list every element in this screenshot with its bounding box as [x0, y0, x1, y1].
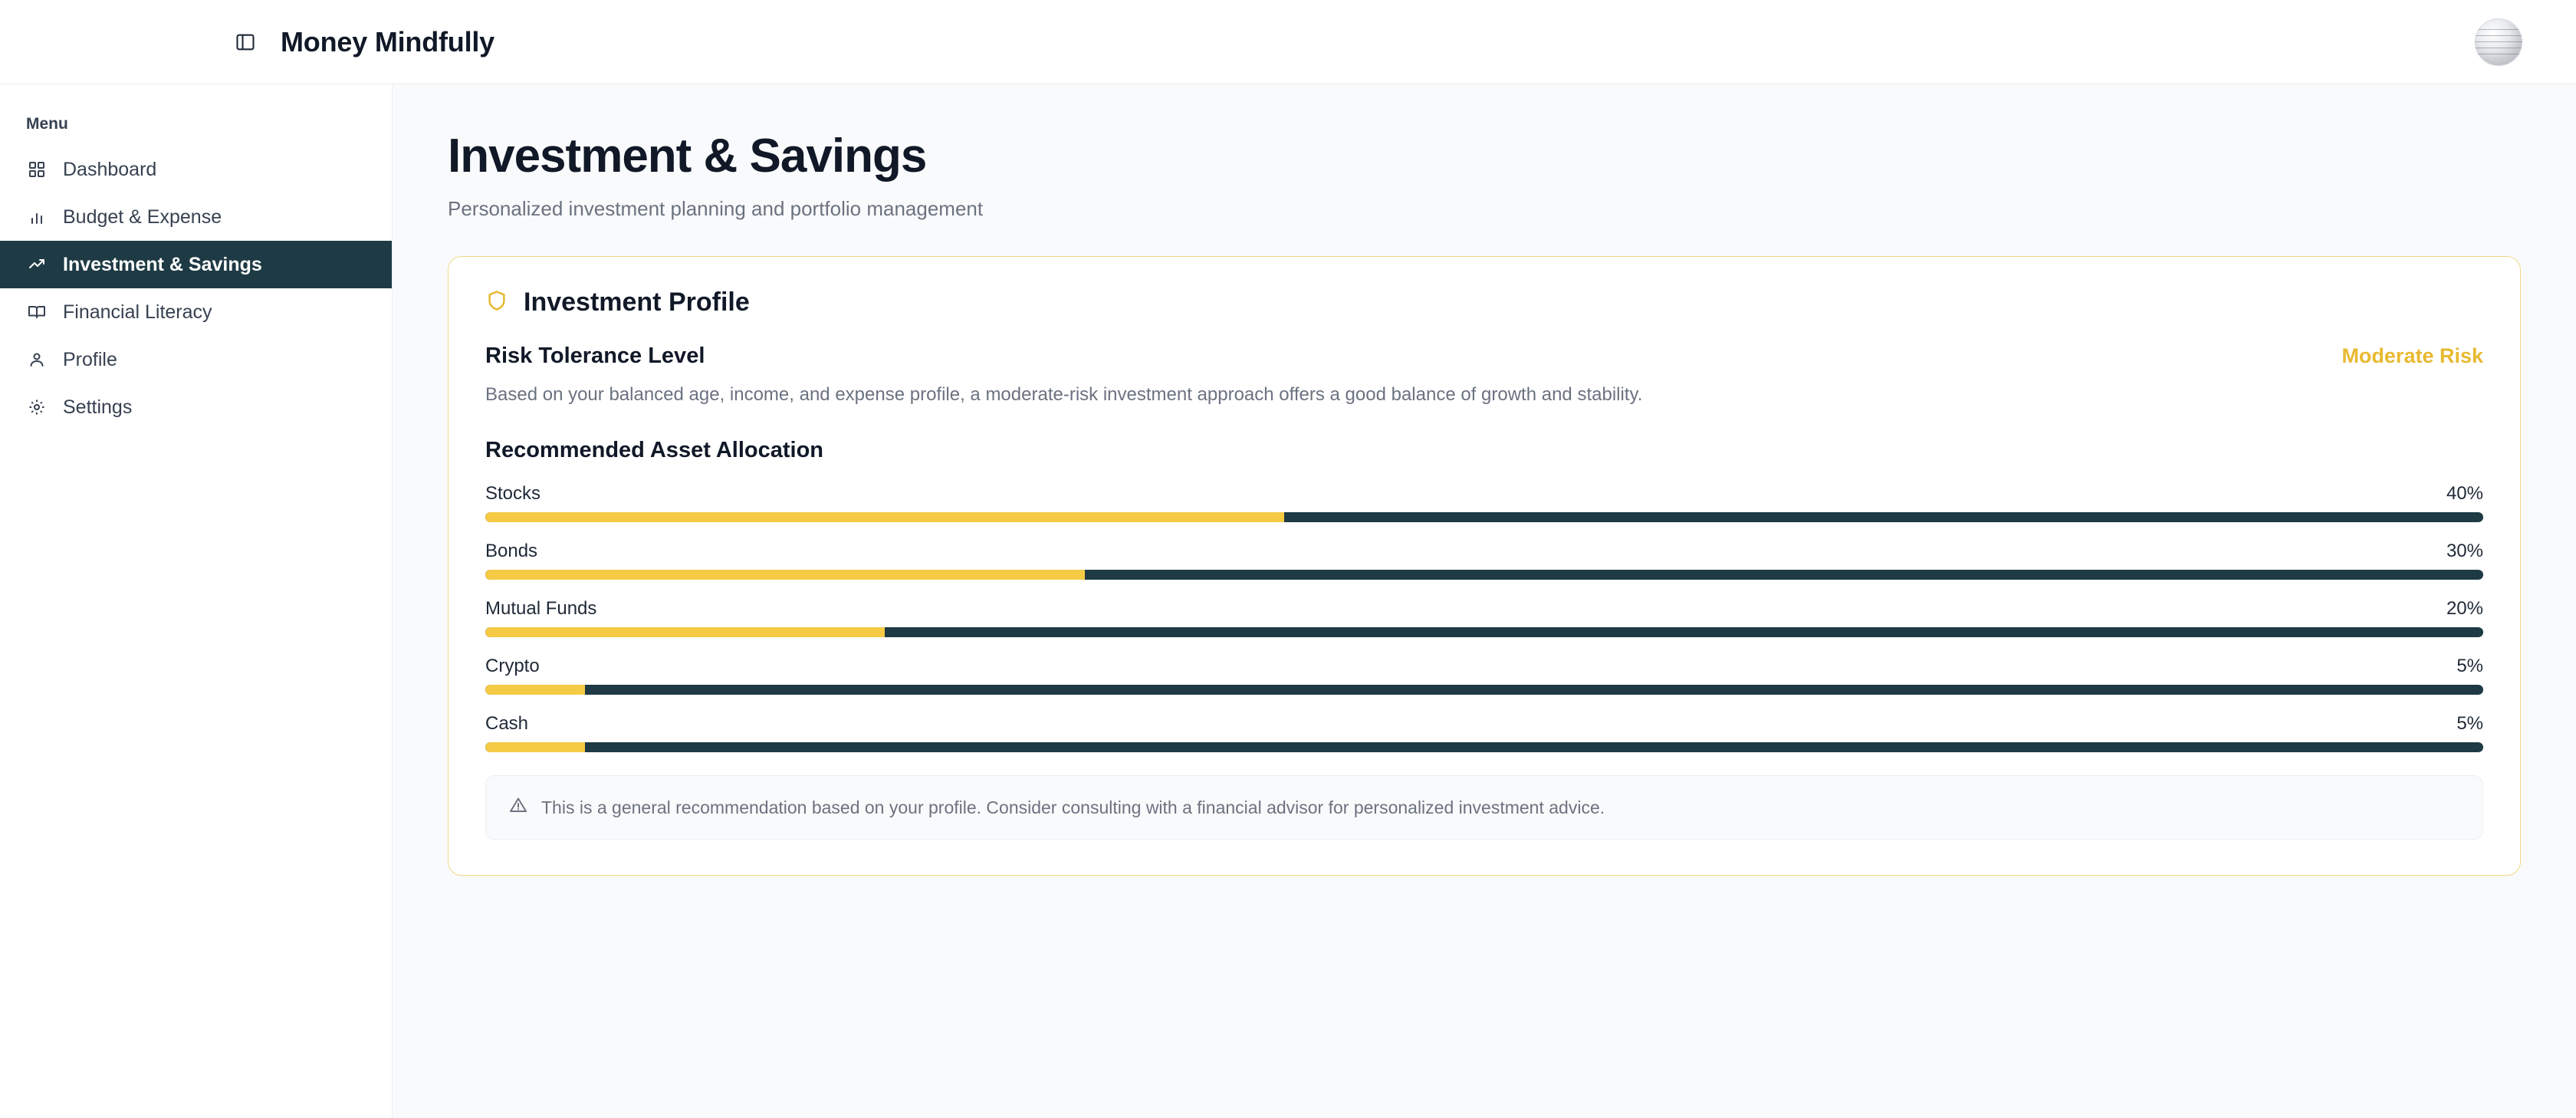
allocation-bar-fill [485, 512, 1284, 522]
allocation-name: Cash [485, 713, 529, 734]
allocation-percent: 40% [2446, 483, 2483, 504]
allocation-percent: 20% [2446, 598, 2483, 619]
sidebar-item-label: Financial Literacy [63, 301, 212, 323]
sidebar-menu-label: Menu [26, 115, 68, 133]
allocation-row-mutual-funds [485, 598, 2483, 637]
allocation-row-crypto [485, 656, 2483, 695]
card-header [485, 288, 2483, 317]
allocation-name: Crypto [485, 656, 540, 676]
allocation-bar-track [485, 742, 2483, 752]
sidebar-item-profile[interactable] [0, 336, 392, 383]
risk-tolerance-badge: Moderate Risk [2341, 344, 2483, 367]
page-body [0, 84, 2576, 1118]
page-subtitle: Personalized investment planning and portfolio management [448, 197, 984, 220]
allocation-title: Recommended Asset Allocation [485, 438, 824, 462]
allocation-row-stocks [485, 483, 2483, 522]
sidebar-item-financial-literacy[interactable] [0, 288, 392, 336]
investment-profile-card [448, 256, 2521, 876]
trending-up-icon [26, 254, 48, 275]
sidebar-item-settings[interactable] [0, 383, 392, 431]
allocation-bar-fill [485, 570, 1085, 580]
user-avatar[interactable] [2475, 18, 2522, 66]
app-brand-title: Money Mindfully [281, 25, 495, 58]
allocation-bar-track [485, 685, 2483, 695]
page-title: Investment & Savings [448, 130, 927, 182]
sidebar-item-dashboard[interactable] [0, 146, 392, 193]
sidebar-item-label: Budget & Expense [63, 206, 222, 228]
gear-icon [26, 396, 48, 418]
sidebar-item-budget-expense[interactable] [0, 193, 392, 241]
allocation-name: Bonds [485, 541, 538, 561]
warning-triangle-icon [509, 796, 527, 819]
bar-chart-icon [26, 206, 48, 228]
allocation-row-cash [485, 713, 2483, 752]
sidebar-item-label: Investment & Savings [63, 253, 262, 275]
allocation-bar-fill [485, 742, 585, 752]
sidebar-toggle-icon[interactable] [230, 27, 261, 58]
main-content [393, 84, 2576, 1118]
sidebar [0, 84, 393, 1118]
advisory-note-text: This is a general recommendation based on your profile. Consider consulting with a financial advisor for personalized investment advice. [541, 797, 1605, 817]
allocation-row-bonds [485, 541, 2483, 580]
allocation-name: Mutual Funds [485, 598, 597, 619]
allocation-name: Stocks [485, 483, 541, 504]
risk-tolerance-description: Based on your balanced age, income, and expense profile, a moderate-risk investment approach offers a good balance of growth and stability. [485, 384, 1643, 405]
allocation-percent: 30% [2446, 541, 2483, 561]
user-icon [26, 349, 48, 370]
sidebar-item-label: Profile [63, 348, 117, 370]
allocation-percent: 5% [2456, 713, 2483, 734]
grid-icon [26, 159, 48, 180]
allocation-percent: 5% [2456, 656, 2483, 676]
risk-tolerance-row [485, 344, 2483, 369]
allocation-bar-track [485, 570, 2483, 580]
book-open-icon [26, 301, 48, 323]
shield-icon [485, 289, 508, 316]
sidebar-item-investment-savings[interactable] [0, 241, 392, 288]
allocation-bar-fill [485, 685, 585, 695]
allocation-bar-track [485, 512, 2483, 522]
card-title: Investment Profile [524, 288, 750, 317]
allocation-bar-fill [485, 627, 885, 637]
sidebar-item-label: Dashboard [63, 158, 157, 180]
advisory-note [485, 775, 2483, 840]
sidebar-item-label: Settings [63, 396, 133, 418]
allocation-bar-track [485, 627, 2483, 637]
top-bar [0, 0, 2576, 84]
risk-tolerance-label: Risk Tolerance Level [485, 344, 705, 368]
